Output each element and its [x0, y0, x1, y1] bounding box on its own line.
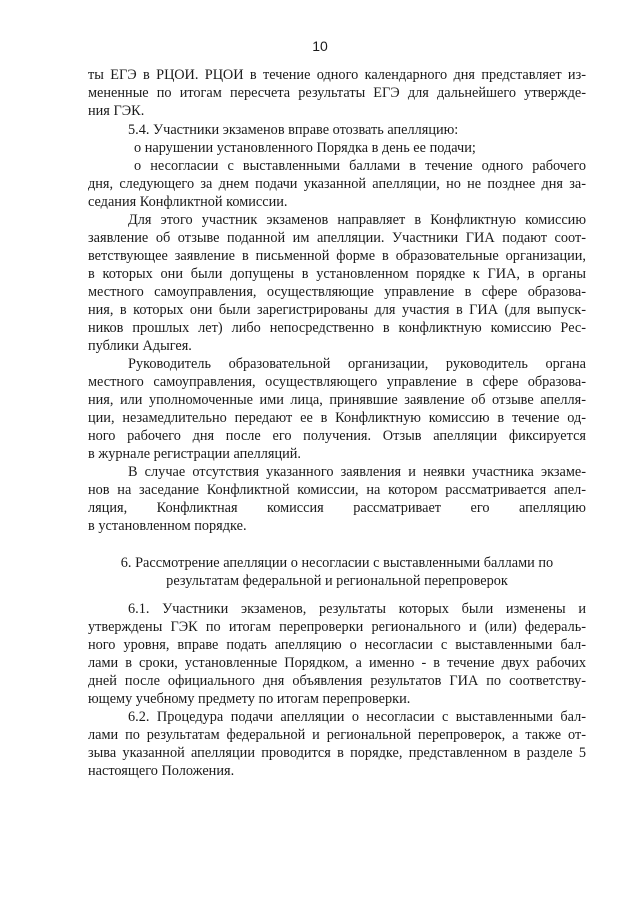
text-line: о нарушении установленного Порядка в день ее подачи;: [134, 140, 476, 156]
text-line: настоящего Положения.: [88, 763, 235, 779]
text-line: ния, или уполномоченные ими лица, принявшие заявление об отзыве апелля-: [88, 392, 586, 408]
text-line: ющему учебному предмету по итогам перепроверки.: [88, 691, 411, 707]
text-line: ников прошлых лет) либо непосредственно в конфликтную комиссию Рес-: [88, 320, 586, 336]
text-line: местного самоуправления, осуществляющего управление в сфере образова-: [88, 374, 586, 390]
text-line: 6.2. Процедура подачи апелляции о несогласии с выставленными бал-: [128, 709, 586, 725]
text-line: зыва указанной апелляции проводится в порядке, представленном в разделе 5: [88, 745, 586, 761]
section-heading: результатам федеральной и региональной перепроверок: [166, 573, 508, 589]
text-line: 6.1. Участники экзаменов, результаты которых были изменены и: [128, 601, 586, 617]
text-line: ния ГЭК.: [88, 103, 145, 119]
text-line: о несогласии с выставленными баллами в течение одного рабочего: [134, 158, 586, 174]
text-line: дней после официального дня объявления результатов ГИА по соответству-: [88, 673, 586, 689]
text-line: нов на заседание Конфликтной комиссии, на котором рассматривается апел-: [88, 482, 586, 498]
text-line: ного рабочего дня после его получения. Отзыв апелляции фиксируется: [88, 428, 586, 444]
text-line: в которых они были допущены в установленном порядке к ГИА, в органы: [88, 266, 586, 282]
text-line: ветствующее заявление в письменной форме в образовательные организации,: [88, 248, 586, 264]
text-line: утверждены ГЭК по итогам перепроверки регионального и (или) федераль-: [88, 619, 586, 635]
text-line: заявление об отзыве поданной им апелляции. Участники ГИА подают соот-: [88, 230, 586, 246]
text-line: В случае отсутствия указанного заявления и неявки участника экзаме-: [128, 464, 586, 480]
text-line: 5.4. Участники экзаменов вправе отозвать апелляцию:: [128, 122, 459, 138]
text-line: лами по результатам федеральной и региональной перепроверок, а также от-: [88, 727, 586, 743]
text-line: публики Адыгея.: [88, 338, 192, 354]
text-line: лами в сроки, установленные Порядком, а именно - в течение двух рабочих: [88, 655, 586, 671]
text-line: в установленном порядке.: [88, 518, 247, 534]
text-line: Руководитель образовательной организации, руководитель органа: [128, 356, 586, 372]
text-line: ции, незамедлительно передают ее в Конфликтную комиссию в течение од-: [88, 410, 586, 426]
text-line: дня, следующего за днем подачи указанной апелляции, но не позднее дня за-: [88, 176, 586, 192]
text-line: ного уровня, вправе подать апелляцию о несогласии с выставленными бал-: [88, 637, 586, 653]
text-line: ты ЕГЭ в РЦОИ. РЦОИ в течение одного календарного дня представляет из-: [88, 67, 586, 83]
page-number: 10: [312, 38, 328, 54]
text-line: седания Конфликтной комиссии.: [88, 194, 288, 210]
text-line: ния, в которых они были зарегистрированы для участия в ГИА (для выпуск-: [88, 302, 586, 318]
text-line: местного самоуправления, осуществляющие управление в сфере образова-: [88, 284, 586, 300]
text-line: Для этого участник экзаменов направляет в Конфликтную комиссию: [128, 212, 586, 228]
text-line: ляция, Конфликтная комиссия рассматривает его апелляцию: [88, 500, 586, 516]
section-heading: 6. Рассмотрение апелляции о несогласии с выставленными баллами по: [120, 555, 554, 571]
text-line: мененные по итогам пересчета результаты ЕГЭ для дальнейшего утвержде-: [88, 85, 586, 101]
text-line: в журнале регистрации апелляций.: [88, 446, 302, 462]
